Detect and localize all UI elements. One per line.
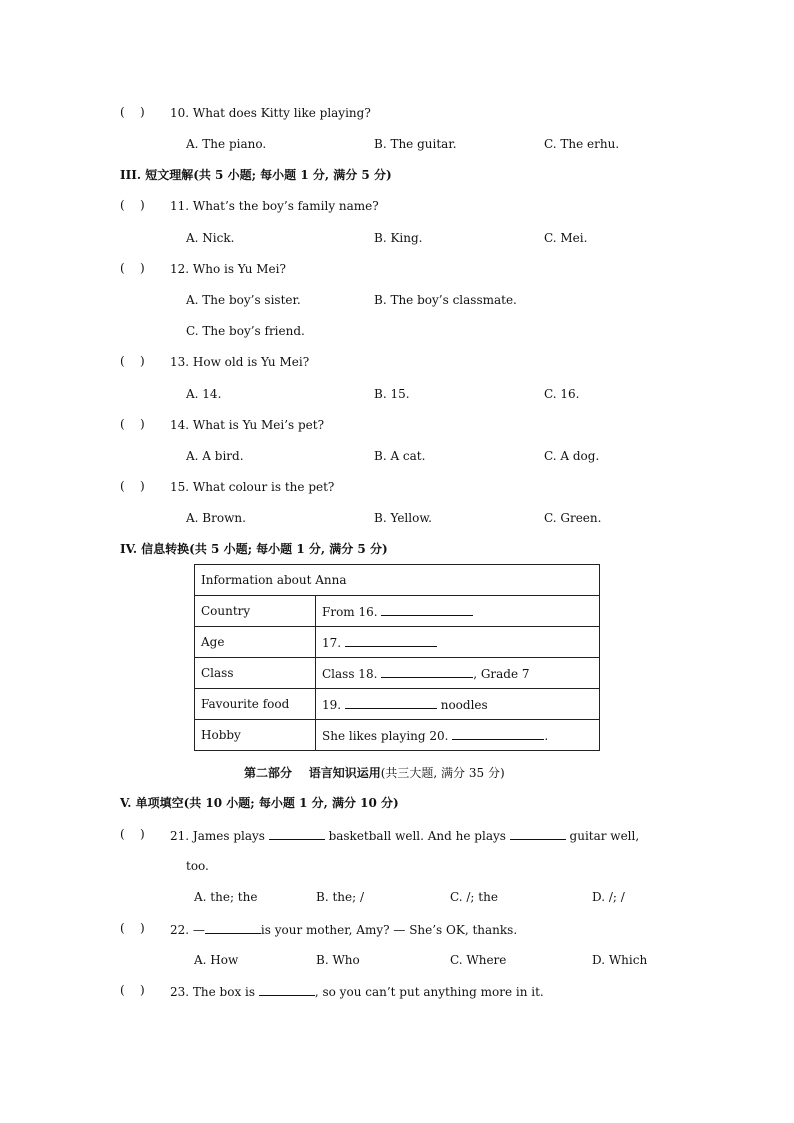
row-label: Age [195, 627, 316, 658]
row-value [316, 720, 600, 751]
option-d: D. /; / [592, 890, 625, 904]
answer-blank[interactable] [269, 827, 325, 840]
option-b: B. A cat. [374, 449, 426, 463]
option-c: C. The erhu. [544, 137, 620, 151]
option-d: D. Which [592, 953, 648, 967]
q-text: 23. The box is [170, 985, 259, 999]
row-value [316, 627, 600, 658]
table-row [195, 565, 600, 596]
table-row [195, 596, 600, 627]
part-2-note: (共三大题, 满分 35 分) [380, 766, 505, 780]
question-11: 11. What’s the boy’s family name? [170, 199, 379, 213]
answer-bracket[interactable]: ( ) [120, 921, 145, 935]
question-12: 12. Who is Yu Mei? [170, 262, 286, 276]
option-a: A. The boy’s sister. [186, 293, 301, 307]
value-text: 17. [322, 636, 345, 650]
question-21 [170, 827, 639, 844]
option-b: B. The guitar. [374, 137, 457, 151]
answer-blank-20[interactable] [452, 727, 544, 740]
part-2-heading [244, 764, 505, 781]
row-label: Hobby [195, 720, 316, 751]
option-b: B. 15. [374, 387, 410, 401]
answer-bracket[interactable]: ( ) [120, 479, 145, 493]
value-text: She likes playing 20. [322, 729, 453, 743]
q-text: guitar well, [565, 829, 640, 843]
option-b: B. the; / [316, 890, 364, 904]
answer-blank-17[interactable] [345, 634, 437, 647]
value-text: From 16. [322, 605, 382, 619]
answer-blank-19[interactable] [345, 696, 437, 709]
q-text: 22. — [170, 923, 205, 937]
option-a: A. How [194, 953, 239, 967]
option-a: A. A bird. [186, 449, 244, 463]
question-10: 10. What does Kitty like playing? [170, 106, 371, 120]
table-header: Information about Anna [195, 565, 600, 596]
question-13: 13. How old is Yu Mei? [170, 355, 310, 369]
option-c: C. /; the [450, 890, 498, 904]
section-3-heading: III. 短文理解(共 5 小题; 每小题 1 分, 满分 5 分) [120, 168, 392, 182]
answer-blank[interactable] [259, 983, 315, 996]
section-5-heading: V. 单项填空(共 10 小题; 每小题 1 分, 满分 10 分) [120, 796, 399, 810]
option-c: C. Where [450, 953, 507, 967]
question-21-continuation: too. [186, 859, 209, 873]
row-label: Class [195, 658, 316, 689]
option-b: B. Yellow. [374, 511, 432, 525]
part-2-label: 第二部分 [244, 766, 293, 780]
answer-blank-16[interactable] [381, 603, 473, 616]
answer-bracket[interactable]: ( ) [120, 105, 145, 119]
row-label: Country [195, 596, 316, 627]
answer-bracket[interactable]: ( ) [120, 198, 145, 212]
q-text: , so you can’t put anything more in it. [314, 985, 544, 999]
q-text: is your mother, Amy? — She’s OK, thanks. [260, 923, 518, 937]
answer-bracket[interactable]: ( ) [120, 827, 145, 841]
option-a: A. Nick. [186, 231, 235, 245]
question-15: 15. What colour is the pet? [170, 480, 335, 494]
answer-bracket[interactable]: ( ) [120, 354, 145, 368]
row-value [316, 596, 600, 627]
value-text: . [544, 729, 549, 743]
answer-bracket[interactable]: ( ) [120, 983, 145, 997]
answer-blank[interactable] [510, 827, 566, 840]
part-2-title: 语言知识运用 [308, 766, 381, 780]
answer-bracket[interactable]: ( ) [120, 417, 145, 431]
row-label: Favourite food [195, 689, 316, 720]
section-4-heading: IV. 信息转换(共 5 小题; 每小题 1 分, 满分 5 分) [120, 542, 388, 556]
value-text: Class 18. [322, 667, 382, 681]
question-14: 14. What is Yu Mei’s pet? [170, 418, 325, 432]
option-c: C. Green. [544, 511, 602, 525]
table-row [195, 627, 600, 658]
answer-blank-18[interactable] [381, 665, 473, 678]
question-23 [170, 983, 544, 1000]
option-b: B. The boy’s classmate. [374, 293, 517, 307]
option-c: C. Mei. [544, 231, 588, 245]
option-a: A. the; the [194, 890, 258, 904]
value-text: , Grade 7 [473, 667, 530, 681]
option-a: A. Brown. [186, 511, 246, 525]
q-text: 21. James plays [170, 829, 269, 843]
option-c: C. 16. [544, 387, 580, 401]
table-row [195, 720, 600, 751]
table-row [195, 658, 600, 689]
answer-blank[interactable] [205, 921, 261, 934]
option-b: B. King. [374, 231, 423, 245]
row-value [316, 689, 600, 720]
question-22 [170, 921, 517, 938]
info-table [194, 564, 600, 751]
table-row [195, 689, 600, 720]
option-c: C. The boy’s friend. [186, 324, 305, 338]
q-text: basketball well. And he plays [324, 829, 510, 843]
option-c: C. A dog. [544, 449, 600, 463]
value-text: noodles [436, 698, 488, 712]
option-a: A. 14. [186, 387, 222, 401]
row-value [316, 658, 600, 689]
option-b: B. Who [316, 953, 360, 967]
value-text: 19. [322, 698, 345, 712]
answer-bracket[interactable]: ( ) [120, 261, 145, 275]
option-a: A. The piano. [186, 137, 267, 151]
